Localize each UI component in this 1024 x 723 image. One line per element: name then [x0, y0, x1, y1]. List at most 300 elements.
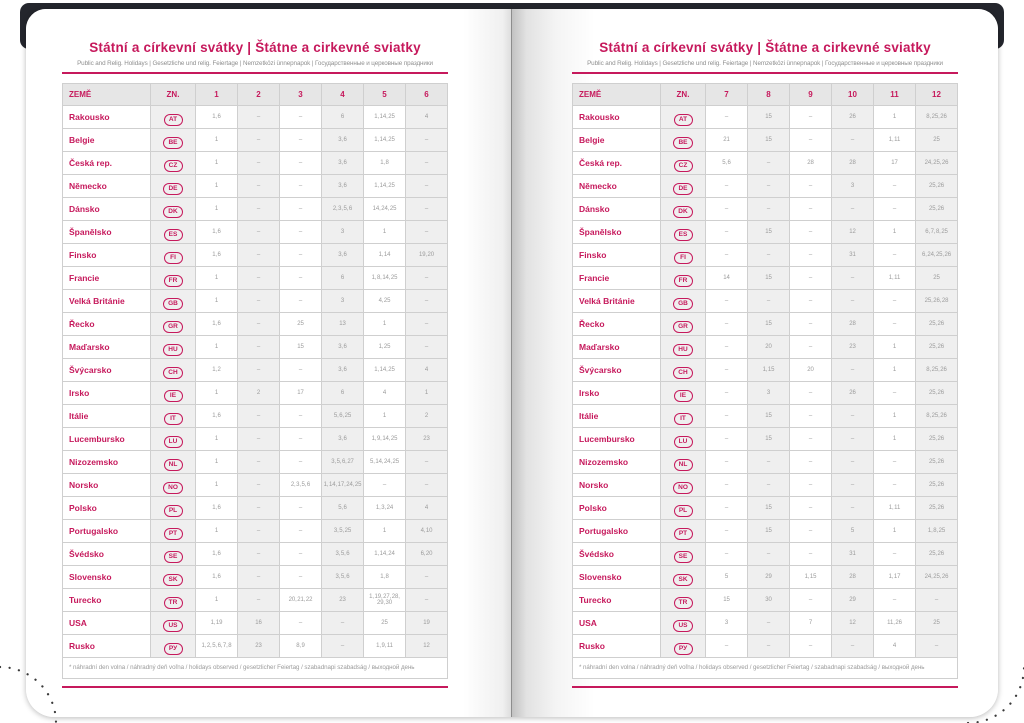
holiday-days-cell: 1, 6 [196, 566, 238, 589]
holiday-days-cell: – [832, 405, 874, 428]
holiday-days-cell: – [280, 405, 322, 428]
holiday-days-cell: – [748, 635, 790, 658]
country-code-cell [661, 129, 706, 152]
holiday-days-cell: – [748, 474, 790, 497]
country-code-cell [661, 474, 706, 497]
perforation-dots-left-icon [0, 651, 72, 723]
holiday-days-cell: 17 [280, 382, 322, 405]
holiday-days-cell: 3, 5, 25 [322, 520, 364, 543]
country-row [573, 543, 958, 566]
holiday-days-cell: 1, 11 [874, 267, 916, 290]
holiday-days-cell: 3, 6 [322, 244, 364, 267]
holiday-days-cell: – [706, 336, 748, 359]
holiday-days-cell: 25, 26 [916, 336, 958, 359]
holiday-days-cell: 3 [832, 175, 874, 198]
holiday-days-cell: 5, 14, 24, 25 [364, 451, 406, 474]
holiday-days-cell: 25, 26 [916, 497, 958, 520]
holiday-days-cell: – [874, 244, 916, 267]
page-subtitle: Public and Relig. Holidays | Gesetzliche und relig. Feiertage | Nemzetközi ünnepnapok | Государственные и церковные праздники [587, 60, 943, 67]
holiday-days-cell: 13 [322, 313, 364, 336]
country-code-cell [661, 612, 706, 635]
holiday-days-cell: – [322, 612, 364, 635]
holiday-days-cell: – [832, 129, 874, 152]
holiday-days-cell: – [238, 221, 280, 244]
holiday-days-cell: 1, 14, 25 [364, 175, 406, 198]
country-row [573, 405, 958, 428]
country-code-badge: РУ [674, 643, 693, 655]
country-code-cell [661, 635, 706, 658]
country-code-badge: FI [674, 252, 693, 264]
country-code-badge: PL [674, 505, 693, 517]
country-code-badge: SE [674, 551, 693, 563]
country-name: Itálie [63, 405, 151, 428]
country-code-cell [151, 589, 196, 612]
country-code-badge: NO [673, 482, 693, 494]
country-name: Polsko [573, 497, 661, 520]
country-name: Lucembursko [573, 428, 661, 451]
holiday-days-cell: – [406, 589, 448, 612]
country-row [573, 451, 958, 474]
page-subtitle: Public and Relig. Holidays | Gesetzliche und relig. Feiertage | Nemzetközi ünnepnapok | Государственные и церковные праздники [77, 60, 433, 67]
holiday-days-cell: 20 [790, 359, 832, 382]
holiday-days-cell: – [406, 175, 448, 198]
holiday-days-cell: 24, 25, 26 [916, 152, 958, 175]
country-code-cell [661, 589, 706, 612]
holiday-days-cell: 25, 26 [916, 451, 958, 474]
holiday-days-cell: – [790, 244, 832, 267]
column-header: 7 [706, 84, 748, 106]
holiday-days-cell: 3 [706, 612, 748, 635]
country-code-badge: IE [164, 390, 183, 402]
accent-rule-bottom [572, 686, 958, 688]
holiday-days-cell: 1, 6 [196, 244, 238, 267]
country-row [63, 175, 448, 198]
holiday-days-cell: 25, 26 [916, 175, 958, 198]
holiday-days-cell: – [706, 451, 748, 474]
holiday-days-cell: – [280, 428, 322, 451]
holiday-days-cell: 3 [322, 290, 364, 313]
country-name: Rusko [63, 635, 151, 658]
holiday-days-cell: 1, 19 [196, 612, 238, 635]
header-row [63, 84, 448, 106]
country-code-cell [151, 129, 196, 152]
holiday-days-cell: – [238, 129, 280, 152]
holiday-days-cell: – [406, 129, 448, 152]
country-code-badge: ES [164, 229, 183, 241]
holiday-days-cell: 6 [322, 106, 364, 129]
column-header: ZEMĚ [63, 84, 151, 106]
holiday-days-cell: – [238, 106, 280, 129]
country-code-badge: NO [163, 482, 183, 494]
country-row [63, 336, 448, 359]
country-row [573, 336, 958, 359]
country-code-cell [151, 221, 196, 244]
country-name: Španělsko [573, 221, 661, 244]
holiday-days-cell: 3, 6 [322, 428, 364, 451]
country-name: Velká Británie [573, 290, 661, 313]
country-row [63, 451, 448, 474]
country-code-cell [151, 290, 196, 313]
country-code-badge: DE [163, 183, 182, 195]
holiday-days-cell: 23 [406, 428, 448, 451]
country-name: Turecko [573, 589, 661, 612]
country-row [63, 566, 448, 589]
holiday-days-cell: – [706, 290, 748, 313]
country-name: Francie [573, 267, 661, 290]
country-name: Švýcarsko [573, 359, 661, 382]
holiday-days-cell: – [238, 497, 280, 520]
country-code-badge: HU [163, 344, 182, 356]
holiday-days-cell: – [706, 520, 748, 543]
country-code-badge: FI [164, 252, 183, 264]
holiday-days-cell: – [280, 129, 322, 152]
country-row [63, 612, 448, 635]
country-code-cell [661, 198, 706, 221]
country-code-cell [151, 313, 196, 336]
holiday-days-cell: – [706, 382, 748, 405]
holiday-days-cell: 28 [832, 566, 874, 589]
holiday-days-cell: – [874, 313, 916, 336]
country-row [573, 152, 958, 175]
holiday-days-cell: 3 [748, 382, 790, 405]
country-code-badge: SK [163, 574, 182, 586]
holiday-days-cell: 1, 8 [364, 566, 406, 589]
country-code-badge: PT [164, 528, 183, 540]
holiday-days-cell: 1, 19, 27, 28, 29, 30 [364, 589, 406, 612]
country-code-badge: PT [674, 528, 693, 540]
holiday-days-cell: – [280, 152, 322, 175]
country-code-badge: DK [673, 206, 692, 218]
country-code-badge: BE [673, 137, 692, 149]
holiday-days-cell: 26 [832, 106, 874, 129]
country-row [573, 221, 958, 244]
holiday-days-cell: 1, 14 [364, 244, 406, 267]
accent-rule-top [572, 72, 958, 74]
holiday-days-cell: 1 [874, 359, 916, 382]
country-code-cell [151, 566, 196, 589]
holiday-days-cell: – [406, 336, 448, 359]
holiday-days-cell: 1 [196, 175, 238, 198]
country-code-cell [661, 405, 706, 428]
country-code-cell [661, 221, 706, 244]
country-code-badge: GB [673, 298, 693, 310]
country-name: USA [573, 612, 661, 635]
country-code-cell [151, 474, 196, 497]
country-code-cell [661, 313, 706, 336]
holiday-days-cell: 1, 6 [196, 543, 238, 566]
holiday-days-cell: 1, 6 [196, 405, 238, 428]
holiday-days-cell: 19 [406, 612, 448, 635]
perforation-dots-right-icon [952, 651, 1024, 723]
country-name: Portugalsko [63, 520, 151, 543]
holiday-days-cell: – [238, 198, 280, 221]
country-name: Rusko [573, 635, 661, 658]
country-row [573, 106, 958, 129]
holiday-days-cell: 29 [832, 589, 874, 612]
country-name: Řecko [63, 313, 151, 336]
country-name: Lucembursko [63, 428, 151, 451]
holiday-days-cell: 1 [874, 428, 916, 451]
holiday-days-cell: 16 [238, 612, 280, 635]
country-code-badge: AT [164, 114, 183, 126]
holiday-days-cell: 15 [280, 336, 322, 359]
holiday-days-cell: 8, 9 [280, 635, 322, 658]
holiday-days-cell: – [790, 290, 832, 313]
country-row [573, 244, 958, 267]
holiday-days-cell: 1, 14, 25 [364, 106, 406, 129]
holiday-days-cell: 1, 8, 14, 25 [364, 267, 406, 290]
country-code-cell [151, 336, 196, 359]
holiday-days-cell: – [238, 175, 280, 198]
holiday-days-cell: – [706, 175, 748, 198]
holiday-days-cell: – [874, 382, 916, 405]
country-code-cell [151, 382, 196, 405]
holiday-days-cell: 4, 10 [406, 520, 448, 543]
holiday-days-cell: – [790, 267, 832, 290]
holiday-days-cell: 1 [364, 520, 406, 543]
country-row [573, 290, 958, 313]
holiday-days-cell: 17 [874, 152, 916, 175]
holiday-days-cell: 1 [364, 313, 406, 336]
country-row [63, 313, 448, 336]
holiday-days-cell: 20, 21, 22 [280, 589, 322, 612]
holiday-days-cell: – [238, 267, 280, 290]
holiday-days-cell: 4, 25 [364, 290, 406, 313]
country-code-badge: GR [673, 321, 693, 333]
holiday-days-cell: 1 [196, 520, 238, 543]
holiday-days-cell: – [748, 290, 790, 313]
holiday-days-cell: – [832, 428, 874, 451]
column-header: 11 [874, 84, 916, 106]
country-code-cell [661, 336, 706, 359]
country-row [63, 221, 448, 244]
country-code-cell [661, 428, 706, 451]
holiday-days-cell: – [406, 566, 448, 589]
holiday-days-cell: – [790, 428, 832, 451]
holiday-days-cell: – [832, 290, 874, 313]
country-row [573, 612, 958, 635]
holiday-days-cell: – [706, 106, 748, 129]
holiday-days-cell: – [706, 635, 748, 658]
country-row [63, 290, 448, 313]
holiday-days-cell: – [748, 198, 790, 221]
country-code-badge: FR [674, 275, 693, 287]
country-code-badge: LU [674, 436, 693, 448]
country-name: Norsko [63, 474, 151, 497]
holiday-days-cell: – [280, 497, 322, 520]
holiday-days-cell: 7 [790, 612, 832, 635]
holiday-days-cell: – [406, 267, 448, 290]
holiday-days-cell: 26 [832, 382, 874, 405]
holiday-days-cell: – [280, 175, 322, 198]
country-code-cell [151, 359, 196, 382]
holiday-days-cell: 1 [874, 405, 916, 428]
holiday-days-cell: 1, 11 [874, 497, 916, 520]
holiday-days-cell: 12 [832, 221, 874, 244]
holiday-days-cell: 1, 8 [364, 152, 406, 175]
country-name: Švédsko [63, 543, 151, 566]
country-name: Nizozemsko [573, 451, 661, 474]
holiday-days-cell: 5, 6 [706, 152, 748, 175]
holiday-days-cell: – [790, 474, 832, 497]
column-header: ZEMĚ [573, 84, 661, 106]
column-header: ZN. [661, 84, 706, 106]
holiday-days-cell: 1 [364, 405, 406, 428]
footnote: * náhradní den volna / náhradný deň voľna / holidays observed / gesetzlicher Feiertag / szabadnapi szabadság / выходной день [572, 658, 958, 679]
holiday-days-cell: – [238, 589, 280, 612]
holiday-days-cell: – [874, 451, 916, 474]
country-code-cell [661, 175, 706, 198]
holiday-days-cell: 1, 3, 24 [364, 497, 406, 520]
country-code-badge: IT [674, 413, 693, 425]
holiday-days-cell: 1 [874, 221, 916, 244]
holiday-days-cell: 1 [874, 520, 916, 543]
country-code-cell [661, 106, 706, 129]
country-code-cell [151, 428, 196, 451]
country-code-badge: CH [673, 367, 692, 379]
holiday-days-cell: – [790, 382, 832, 405]
holiday-days-cell: – [790, 635, 832, 658]
holiday-days-cell: 1 [196, 290, 238, 313]
country-code-cell [661, 267, 706, 290]
column-header: ZN. [151, 84, 196, 106]
country-name: Maďarsko [63, 336, 151, 359]
country-name: Česká rep. [63, 152, 151, 175]
holiday-days-cell: 6, 24, 25, 26 [916, 244, 958, 267]
open-page-spread [26, 9, 998, 717]
holiday-days-cell: – [916, 635, 958, 658]
holiday-days-cell: 1, 11 [874, 129, 916, 152]
holiday-days-cell: 1 [196, 474, 238, 497]
country-code-cell [661, 543, 706, 566]
country-name: Finsko [63, 244, 151, 267]
holiday-days-cell: 1, 6 [196, 313, 238, 336]
holiday-days-cell: 25 [364, 612, 406, 635]
holiday-days-cell: – [706, 405, 748, 428]
holiday-days-cell: – [790, 543, 832, 566]
header-row [573, 84, 958, 106]
holiday-days-cell: – [706, 359, 748, 382]
holiday-days-cell: – [832, 198, 874, 221]
country-row [63, 152, 448, 175]
country-name: Švýcarsko [63, 359, 151, 382]
country-name: Španělsko [63, 221, 151, 244]
holidays-table [62, 83, 448, 658]
holiday-days-cell: – [790, 589, 832, 612]
holiday-days-cell: 30 [748, 589, 790, 612]
holiday-days-cell: 1, 6 [196, 106, 238, 129]
country-name: Německo [573, 175, 661, 198]
holiday-days-cell: 23 [832, 336, 874, 359]
country-code-cell [151, 543, 196, 566]
holiday-days-cell: – [832, 635, 874, 658]
holiday-days-cell: – [238, 152, 280, 175]
holiday-days-cell: 2, 3, 5, 6 [280, 474, 322, 497]
holiday-days-cell: – [322, 635, 364, 658]
holiday-days-cell: 2 [238, 382, 280, 405]
country-name: Norsko [573, 474, 661, 497]
country-name: Portugalsko [573, 520, 661, 543]
country-code-cell [661, 382, 706, 405]
accent-rule-bottom [62, 686, 448, 688]
country-row [63, 543, 448, 566]
holiday-days-cell: 1 [196, 589, 238, 612]
country-name: Belgie [63, 129, 151, 152]
holiday-days-cell: 1 [196, 198, 238, 221]
country-row [573, 267, 958, 290]
holiday-days-cell: 25, 26 [916, 382, 958, 405]
holiday-days-cell: 25, 26 [916, 543, 958, 566]
holiday-days-cell: – [790, 336, 832, 359]
country-row [573, 589, 958, 612]
country-code-cell [151, 612, 196, 635]
holiday-days-cell: – [874, 543, 916, 566]
country-name: Dánsko [63, 198, 151, 221]
country-code-cell [661, 520, 706, 543]
country-code-cell [661, 244, 706, 267]
page-right [512, 9, 998, 717]
holiday-days-cell: 6, 7, 8, 25 [916, 221, 958, 244]
holiday-days-cell: 1, 2, 5, 6, 7, 8 [196, 635, 238, 658]
holiday-days-cell: 4 [874, 635, 916, 658]
holiday-days-cell: – [238, 359, 280, 382]
country-name: Maďarsko [573, 336, 661, 359]
holiday-days-cell: – [238, 244, 280, 267]
country-row [63, 635, 448, 658]
holiday-days-cell: – [280, 543, 322, 566]
holiday-days-cell: 15 [748, 497, 790, 520]
country-name: Nizozemsko [63, 451, 151, 474]
holiday-days-cell: – [238, 428, 280, 451]
holiday-days-cell: 4 [406, 497, 448, 520]
holiday-days-cell: 12 [832, 612, 874, 635]
holiday-days-cell: 1, 14, 17, 24, 25 [322, 474, 364, 497]
country-row [573, 497, 958, 520]
country-code-badge: BE [163, 137, 182, 149]
holiday-days-cell: 31 [832, 244, 874, 267]
holiday-days-cell: 3, 6 [322, 359, 364, 382]
holiday-days-cell: 2, 3, 5, 6 [322, 198, 364, 221]
holiday-days-cell: 3, 6 [322, 336, 364, 359]
country-row [63, 428, 448, 451]
country-code-badge: SK [673, 574, 692, 586]
holiday-days-cell: – [790, 520, 832, 543]
holiday-days-cell: – [874, 589, 916, 612]
footnote: * náhradní den volna / náhradný deň voľna / holidays observed / gesetzlicher Feiertag / szabadnapi szabadság / выходной день [62, 658, 448, 679]
country-code-cell [661, 451, 706, 474]
holiday-days-cell: – [706, 474, 748, 497]
page-left [26, 9, 512, 717]
country-name: Německo [63, 175, 151, 198]
country-code-badge: GR [163, 321, 183, 333]
holiday-days-cell: 8, 25, 26 [916, 359, 958, 382]
holiday-days-cell: – [748, 612, 790, 635]
holiday-days-cell: 28 [790, 152, 832, 175]
country-row [63, 359, 448, 382]
country-code-cell [151, 198, 196, 221]
holiday-days-cell: 15 [748, 405, 790, 428]
holiday-days-cell: – [874, 474, 916, 497]
country-name: Velká Británie [63, 290, 151, 313]
holiday-days-cell: – [832, 359, 874, 382]
country-code-badge: US [673, 620, 692, 632]
holiday-days-cell: – [790, 129, 832, 152]
holiday-days-cell: 6 [322, 267, 364, 290]
country-code-badge: TR [674, 597, 693, 609]
country-name: Rakousko [63, 106, 151, 129]
holiday-days-cell: – [874, 198, 916, 221]
holiday-days-cell: – [406, 290, 448, 313]
